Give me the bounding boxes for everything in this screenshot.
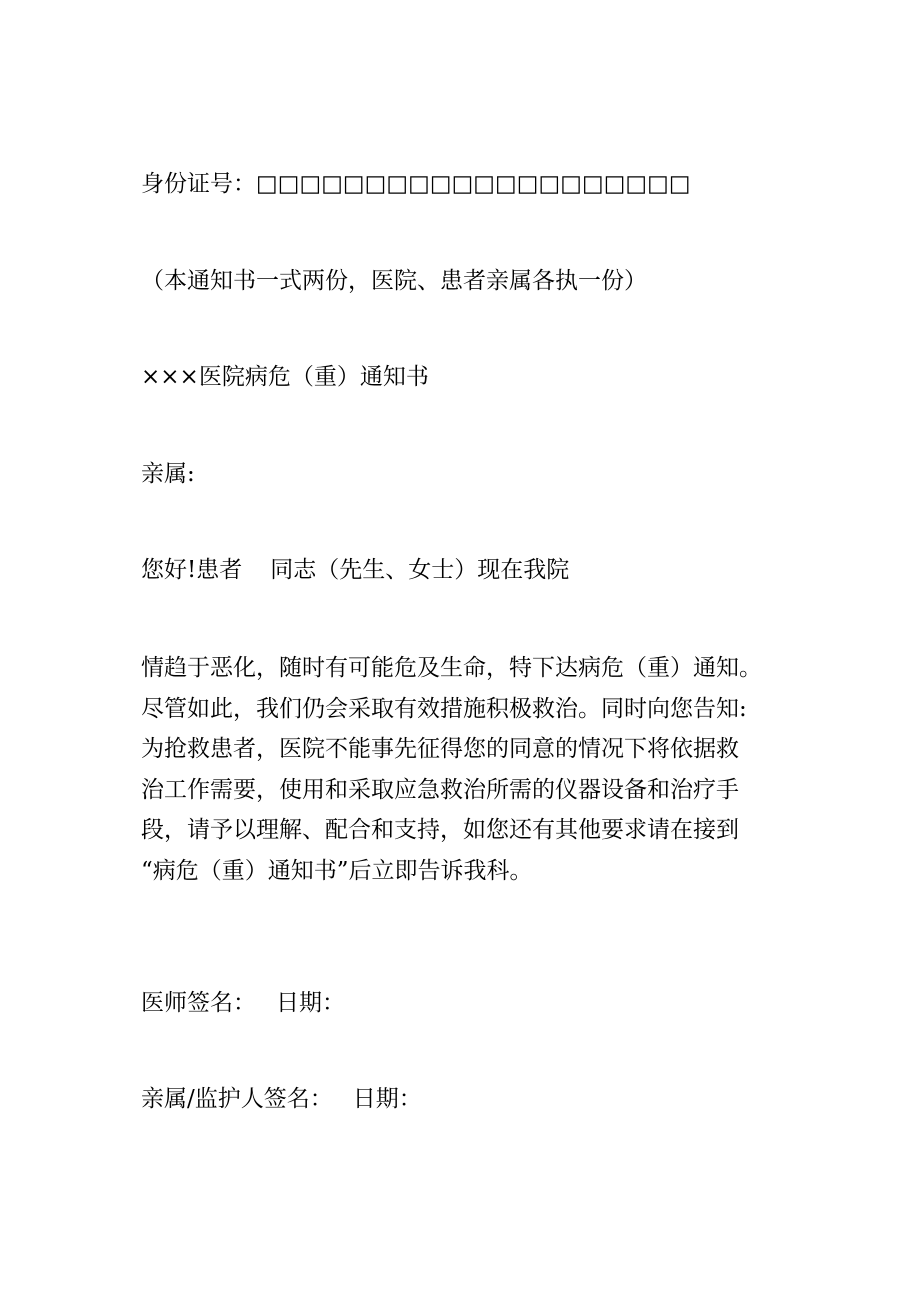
family-signature-line xyxy=(141,1084,422,1114)
copies-note: （本通知书一式两份，医院、患者亲属各执一份） xyxy=(141,268,647,294)
id-number-boxes: □□□□□□□□□□□□□□□□□□□□ xyxy=(256,171,691,197)
body-line: 治工作需要，使用和采取应急救治所需的仪器设备和治疗手 xyxy=(141,776,739,803)
body-line: “病危（重）通知书”后立即告诉我科。 xyxy=(141,857,533,884)
family-signature-label: 亲属/监护人签名： xyxy=(141,1086,333,1112)
greeting-part-2: 同志（先生、女士）现在我院 xyxy=(270,557,570,583)
relative-salutation: 亲属: xyxy=(141,461,195,487)
body-line: 尽管如此，我们仍会采取有效措施积极救治。同时向您告知: xyxy=(141,695,747,722)
doctor-signature-line xyxy=(141,988,345,1018)
doctor-date-label: 日期： xyxy=(276,990,345,1016)
id-number-label: 身份证号： xyxy=(141,171,256,197)
body-line: 为抢救患者，医院不能事先征得您的同意的情况下将依据救 xyxy=(141,736,739,762)
doctor-signature-label: 医师签名： xyxy=(141,990,256,1016)
body-line: 段，请予以理解、配合和支持，如您还有其他要求请在接到 xyxy=(141,817,739,843)
greeting-line xyxy=(141,555,569,585)
notice-body-paragraph xyxy=(141,648,791,891)
body-line: 情趋于恶化，随时有可能危及生命，特下达病危（重）通知。 xyxy=(141,655,762,681)
notice-title: ×××医院病危（重）通知书 xyxy=(141,364,429,390)
family-date-label: 日期： xyxy=(352,1086,422,1112)
greeting-part-1: 您好!患者 xyxy=(141,557,243,583)
id-number-line xyxy=(141,169,691,199)
